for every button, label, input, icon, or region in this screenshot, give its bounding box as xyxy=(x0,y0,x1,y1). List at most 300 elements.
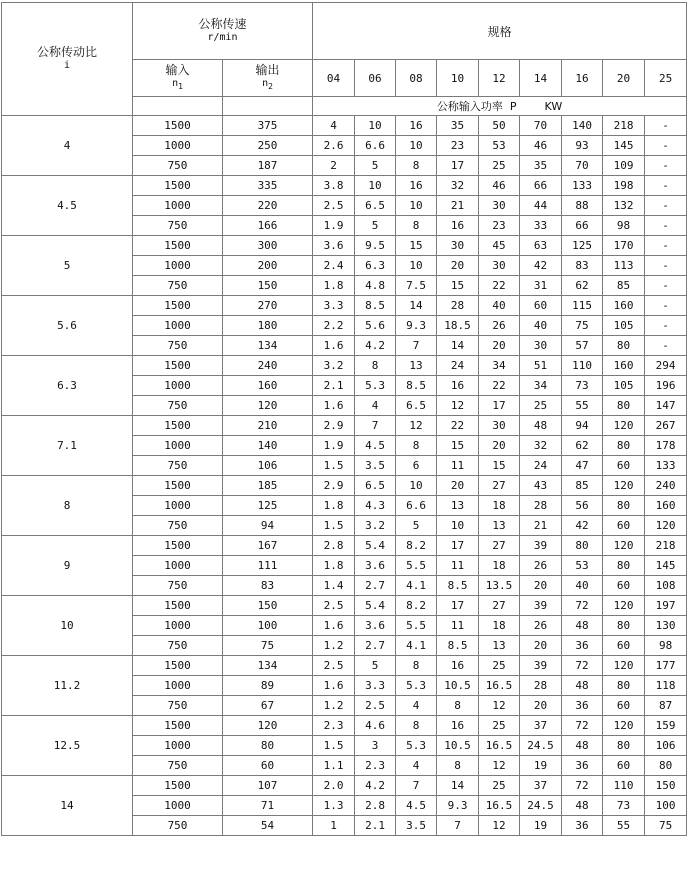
power-cell: 83 xyxy=(562,256,603,276)
power-cell: 16.5 xyxy=(479,796,520,816)
power-cell: 218 xyxy=(645,536,687,556)
size-header: 04 xyxy=(313,60,355,97)
power-cell: 3.3 xyxy=(355,676,396,696)
output-speed-cell: 94 xyxy=(223,516,313,536)
power-cell: 120 xyxy=(603,596,645,616)
gear-power-table xyxy=(1,2,687,836)
power-cell: 56 xyxy=(562,496,603,516)
power-cell: 8.5 xyxy=(396,376,437,396)
power-cell: 11 xyxy=(437,456,479,476)
power-cell: 14 xyxy=(396,296,437,316)
power-cell: 3.2 xyxy=(313,356,355,376)
power-cell: 13.5 xyxy=(479,576,520,596)
power-cell: 1.1 xyxy=(313,756,355,776)
power-cell: 60 xyxy=(603,756,645,776)
table-row xyxy=(2,476,687,496)
output-speed-cell: 187 xyxy=(223,156,313,176)
power-cell: - xyxy=(645,176,687,196)
power-cell: 72 xyxy=(562,596,603,616)
power-cell: 87 xyxy=(645,696,687,716)
ratio-cell: 12.5 xyxy=(2,716,133,776)
power-cell: 7 xyxy=(437,816,479,836)
power-cell: 2.3 xyxy=(355,756,396,776)
output-speed-cell: 167 xyxy=(223,536,313,556)
power-cell: 48 xyxy=(562,616,603,636)
power-cell: 6 xyxy=(396,456,437,476)
power-cell: 7 xyxy=(396,776,437,796)
size-header: 08 xyxy=(396,60,437,97)
output-speed-cell: 210 xyxy=(223,416,313,436)
power-cell: 73 xyxy=(562,376,603,396)
input-speed-cell: 1500 xyxy=(133,596,223,616)
power-cell: 3.5 xyxy=(396,816,437,836)
power-cell: 3.2 xyxy=(355,516,396,536)
power-cell: 10.5 xyxy=(437,736,479,756)
power-cell: 2 xyxy=(313,156,355,176)
ratio-cell: 7.1 xyxy=(2,416,133,476)
power-cell: 72 xyxy=(562,656,603,676)
power-cell: 45 xyxy=(479,236,520,256)
input-speed-cell: 1000 xyxy=(133,256,223,276)
power-cell: 1 xyxy=(313,816,355,836)
speed-header-cell xyxy=(133,3,313,60)
input-speed-cell: 1000 xyxy=(133,736,223,756)
power-cell: 15 xyxy=(437,436,479,456)
input-speed-cell: 750 xyxy=(133,636,223,656)
power-cell: 8 xyxy=(396,656,437,676)
power-cell: 100 xyxy=(645,796,687,816)
power-cell: 120 xyxy=(603,716,645,736)
power-cell: 28 xyxy=(437,296,479,316)
power-cell: 106 xyxy=(645,736,687,756)
power-cell: 19 xyxy=(520,756,562,776)
power-cell: 5 xyxy=(355,656,396,676)
output-speed-cell: 111 xyxy=(223,556,313,576)
power-cell: 8 xyxy=(437,756,479,776)
power-cell: 178 xyxy=(645,436,687,456)
power-cell: 2.3 xyxy=(313,716,355,736)
power-cell: 30 xyxy=(479,196,520,216)
power-cell: 160 xyxy=(603,356,645,376)
power-cell: 4.8 xyxy=(355,276,396,296)
power-cell: 22 xyxy=(479,376,520,396)
output-speed-cell: 134 xyxy=(223,336,313,356)
power-header-cell: 公称输入功率 P KW xyxy=(313,97,687,116)
power-cell: 5.4 xyxy=(355,536,396,556)
power-cell: 39 xyxy=(520,536,562,556)
power-cell: 1.3 xyxy=(313,796,355,816)
input-speed-cell: 750 xyxy=(133,576,223,596)
power-cell: 218 xyxy=(603,116,645,136)
power-cell: 1.6 xyxy=(313,676,355,696)
power-cell: 85 xyxy=(562,476,603,496)
power-cell: - xyxy=(645,116,687,136)
power-cell: 5.5 xyxy=(396,556,437,576)
power-cell: 10 xyxy=(396,136,437,156)
power-cell: 8 xyxy=(355,356,396,376)
power-cell: 20 xyxy=(479,336,520,356)
power-cell: 60 xyxy=(603,696,645,716)
input-speed-cell: 1500 xyxy=(133,116,223,136)
output-speed-cell: 200 xyxy=(223,256,313,276)
power-cell: 34 xyxy=(479,356,520,376)
power-cell: 110 xyxy=(603,776,645,796)
output-speed-cell: 375 xyxy=(223,116,313,136)
power-cell: 140 xyxy=(562,116,603,136)
input-speed-cell: 1000 xyxy=(133,796,223,816)
ratio-cell: 8 xyxy=(2,476,133,536)
power-cell: 118 xyxy=(645,676,687,696)
size-header: 20 xyxy=(603,60,645,97)
power-cell: 22 xyxy=(479,276,520,296)
power-cell: 80 xyxy=(603,556,645,576)
input-speed-cell: 1500 xyxy=(133,356,223,376)
output-speed-cell: 106 xyxy=(223,456,313,476)
power-cell: 1.8 xyxy=(313,276,355,296)
power-cell: 27 xyxy=(479,596,520,616)
table-row xyxy=(2,536,687,556)
power-cell: 145 xyxy=(603,136,645,156)
power-cell: 62 xyxy=(562,436,603,456)
input-speed-cell: 750 xyxy=(133,276,223,296)
power-cell: 88 xyxy=(562,196,603,216)
power-cell: 48 xyxy=(562,676,603,696)
power-cell: 16 xyxy=(396,176,437,196)
power-cell: 3.6 xyxy=(313,236,355,256)
ratio-cell: 10 xyxy=(2,596,133,656)
output-speed-cell: 150 xyxy=(223,276,313,296)
output-speed-cell: 300 xyxy=(223,236,313,256)
power-cell: 12 xyxy=(396,416,437,436)
power-cell: 40 xyxy=(479,296,520,316)
power-cell: 80 xyxy=(603,496,645,516)
input-speed-cell: 1500 xyxy=(133,656,223,676)
power-cell: 10 xyxy=(396,256,437,276)
power-cell: 1.9 xyxy=(313,216,355,236)
output-speed-header xyxy=(223,60,313,97)
power-cell: 55 xyxy=(603,816,645,836)
output-speed-cell: 220 xyxy=(223,196,313,216)
power-cell: 27 xyxy=(479,536,520,556)
power-cell: 39 xyxy=(520,656,562,676)
input-speed-symbol: n xyxy=(172,77,179,89)
power-cell: 57 xyxy=(562,336,603,356)
power-cell: 4.1 xyxy=(396,636,437,656)
table-row xyxy=(2,356,687,376)
power-cell: 53 xyxy=(562,556,603,576)
power-cell: - xyxy=(645,216,687,236)
output-speed-cell: 166 xyxy=(223,216,313,236)
power-cell: 109 xyxy=(603,156,645,176)
power-cell: 85 xyxy=(603,276,645,296)
power-cell: 66 xyxy=(562,216,603,236)
power-cell: 8.2 xyxy=(396,536,437,556)
input-speed-cell: 1500 xyxy=(133,476,223,496)
power-cell: 24.5 xyxy=(520,796,562,816)
power-cell: 32 xyxy=(520,436,562,456)
power-cell: 98 xyxy=(645,636,687,656)
power-cell: - xyxy=(645,156,687,176)
output-speed-cell: 160 xyxy=(223,376,313,396)
power-cell: 6.5 xyxy=(355,196,396,216)
power-cell: 8.5 xyxy=(437,576,479,596)
power-cell: 16 xyxy=(437,656,479,676)
power-cell: 5.3 xyxy=(396,736,437,756)
power-cell: 145 xyxy=(645,556,687,576)
power-cell: 37 xyxy=(520,716,562,736)
power-cell: 150 xyxy=(645,776,687,796)
table-row xyxy=(2,116,687,136)
power-cell: 24 xyxy=(437,356,479,376)
output-speed-cell: 134 xyxy=(223,656,313,676)
power-cell: 9.3 xyxy=(437,796,479,816)
power-cell: 20 xyxy=(437,256,479,276)
power-cell: 35 xyxy=(520,156,562,176)
power-cell: 10 xyxy=(355,176,396,196)
input-speed-cell: 1500 xyxy=(133,296,223,316)
power-cell: 28 xyxy=(520,676,562,696)
power-cell: 105 xyxy=(603,316,645,336)
power-cell: 40 xyxy=(520,316,562,336)
table-row xyxy=(2,596,687,616)
table-row xyxy=(2,296,687,316)
power-cell: 43 xyxy=(520,476,562,496)
output-speed-subscript: 2 xyxy=(268,81,273,91)
power-cell: 75 xyxy=(562,316,603,336)
power-cell: 1.8 xyxy=(313,556,355,576)
power-cell: 48 xyxy=(562,796,603,816)
power-cell: 16 xyxy=(396,116,437,136)
size-header: 10 xyxy=(437,60,479,97)
power-cell: 4 xyxy=(396,756,437,776)
power-cell: 66 xyxy=(520,176,562,196)
input-speed-cell: 1000 xyxy=(133,436,223,456)
ratio-cell: 5.6 xyxy=(2,296,133,356)
power-cell: 10 xyxy=(437,516,479,536)
power-cell: 20 xyxy=(520,696,562,716)
power-cell: 5.6 xyxy=(355,316,396,336)
power-cell: 1.2 xyxy=(313,636,355,656)
power-cell: 25 xyxy=(479,156,520,176)
power-cell: 8 xyxy=(396,156,437,176)
power-cell: 159 xyxy=(645,716,687,736)
power-cell: 1.5 xyxy=(313,516,355,536)
input-speed-cell: 1500 xyxy=(133,236,223,256)
output-speed-cell: 140 xyxy=(223,436,313,456)
power-cell: 73 xyxy=(603,796,645,816)
input-speed-cell: 1500 xyxy=(133,776,223,796)
power-cell: 1.2 xyxy=(313,696,355,716)
power-cell: 23 xyxy=(437,136,479,156)
power-cell: 3.6 xyxy=(355,616,396,636)
output-speed-cell: 71 xyxy=(223,796,313,816)
output-speed-cell: 240 xyxy=(223,356,313,376)
power-cell: 20 xyxy=(520,576,562,596)
input-speed-cell: 1000 xyxy=(133,136,223,156)
ratio-cell: 4.5 xyxy=(2,176,133,236)
power-cell: 30 xyxy=(479,256,520,276)
power-cell: 30 xyxy=(520,336,562,356)
power-cell: 18 xyxy=(479,616,520,636)
ratio-cell: 9 xyxy=(2,536,133,596)
input-speed-label: 输入 xyxy=(165,62,190,77)
output-speed-cell: 125 xyxy=(223,496,313,516)
power-cell: 20 xyxy=(520,636,562,656)
power-cell: 10.5 xyxy=(437,676,479,696)
power-cell: 3.5 xyxy=(355,456,396,476)
power-cell: 125 xyxy=(562,236,603,256)
power-cell: 10 xyxy=(396,476,437,496)
input-speed-subscript: 1 xyxy=(178,81,183,91)
power-cell: 2.5 xyxy=(313,596,355,616)
power-cell: 196 xyxy=(645,376,687,396)
power-cell: 46 xyxy=(520,136,562,156)
power-cell: 3 xyxy=(355,736,396,756)
power-cell: 197 xyxy=(645,596,687,616)
power-cell: 2.9 xyxy=(313,416,355,436)
power-cell: 6.3 xyxy=(355,256,396,276)
power-cell: 80 xyxy=(603,396,645,416)
power-cell: 7 xyxy=(355,416,396,436)
input-speed-cell: 750 xyxy=(133,756,223,776)
power-cell: 16 xyxy=(437,376,479,396)
power-cell: 2.9 xyxy=(313,476,355,496)
input-speed-cell: 1000 xyxy=(133,496,223,516)
power-cell: 16.5 xyxy=(479,736,520,756)
size-header: 06 xyxy=(355,60,396,97)
table-row xyxy=(2,176,687,196)
power-cell: 7.5 xyxy=(396,276,437,296)
power-cell: 39 xyxy=(520,596,562,616)
power-cell: 130 xyxy=(645,616,687,636)
power-cell: 160 xyxy=(603,296,645,316)
output-speed-cell: 83 xyxy=(223,576,313,596)
output-speed-cell: 54 xyxy=(223,816,313,836)
power-cell: 51 xyxy=(520,356,562,376)
power-cell: 2.6 xyxy=(313,136,355,156)
power-cell: 18 xyxy=(479,556,520,576)
ratio-header-symbol: i xyxy=(63,60,71,71)
power-cell: 24.5 xyxy=(520,736,562,756)
power-cell: 32 xyxy=(437,176,479,196)
output-speed-cell: 250 xyxy=(223,136,313,156)
output-speed-cell: 180 xyxy=(223,316,313,336)
blank-header-cell xyxy=(133,97,223,116)
power-cell: 21 xyxy=(437,196,479,216)
power-cell: 53 xyxy=(479,136,520,156)
power-cell: 5 xyxy=(355,216,396,236)
power-cell: 1.6 xyxy=(313,396,355,416)
power-cell: 170 xyxy=(603,236,645,256)
power-cell: 5.3 xyxy=(396,676,437,696)
power-cell: 105 xyxy=(603,376,645,396)
power-cell: 11 xyxy=(437,616,479,636)
power-cell: 7 xyxy=(396,336,437,356)
power-cell: 294 xyxy=(645,356,687,376)
size-header: 25 xyxy=(645,60,687,97)
power-cell: 133 xyxy=(645,456,687,476)
power-cell: 18.5 xyxy=(437,316,479,336)
power-cell: 2.1 xyxy=(313,376,355,396)
power-cell: - xyxy=(645,296,687,316)
power-cell: 30 xyxy=(479,416,520,436)
power-cell: 11 xyxy=(437,556,479,576)
power-cell: 132 xyxy=(603,196,645,216)
power-cell: 120 xyxy=(603,536,645,556)
power-cell: 16 xyxy=(437,716,479,736)
power-cell: 16.5 xyxy=(479,676,520,696)
power-cell: 4.2 xyxy=(355,776,396,796)
power-cell: 75 xyxy=(645,816,687,836)
power-cell: 4 xyxy=(396,696,437,716)
input-speed-cell: 750 xyxy=(133,456,223,476)
power-cell: 8 xyxy=(396,436,437,456)
table-row xyxy=(2,416,687,436)
power-cell: 48 xyxy=(520,416,562,436)
power-cell: 5.3 xyxy=(355,376,396,396)
input-speed-cell: 1000 xyxy=(133,376,223,396)
power-cell: 27 xyxy=(479,476,520,496)
power-cell: 25 xyxy=(520,396,562,416)
power-cell: 60 xyxy=(520,296,562,316)
power-cell: 23 xyxy=(479,216,520,236)
table-row xyxy=(2,656,687,676)
power-cell: 8 xyxy=(396,716,437,736)
power-cell: 44 xyxy=(520,196,562,216)
power-cell: 25 xyxy=(479,716,520,736)
ratio-cell: 5 xyxy=(2,236,133,296)
power-cell: 2.5 xyxy=(313,656,355,676)
power-cell: 17 xyxy=(437,596,479,616)
speed-header-label: 公称传速 xyxy=(198,17,247,31)
power-cell: - xyxy=(645,196,687,216)
power-cell: 35 xyxy=(437,116,479,136)
power-cell: 4.5 xyxy=(396,796,437,816)
power-cell: 120 xyxy=(603,656,645,676)
power-cell: 36 xyxy=(562,816,603,836)
power-cell: 26 xyxy=(479,316,520,336)
power-cell: 13 xyxy=(479,636,520,656)
power-cell: 70 xyxy=(562,156,603,176)
input-speed-cell: 750 xyxy=(133,396,223,416)
power-cell: 1.5 xyxy=(313,736,355,756)
power-cell: 21 xyxy=(520,516,562,536)
input-speed-cell: 750 xyxy=(133,156,223,176)
power-cell: 4.2 xyxy=(355,336,396,356)
power-cell: 80 xyxy=(603,616,645,636)
power-cell: 60 xyxy=(603,576,645,596)
input-speed-cell: 1000 xyxy=(133,196,223,216)
power-cell: 26 xyxy=(520,556,562,576)
power-cell: 34 xyxy=(520,376,562,396)
power-cell: 17 xyxy=(437,156,479,176)
power-cell: 12 xyxy=(437,396,479,416)
power-cell: 240 xyxy=(645,476,687,496)
power-cell: 147 xyxy=(645,396,687,416)
input-speed-cell: 1500 xyxy=(133,536,223,556)
power-cell: 2.5 xyxy=(355,696,396,716)
output-speed-symbol: n xyxy=(262,77,269,89)
power-cell: 3.8 xyxy=(313,176,355,196)
power-cell: 10 xyxy=(355,116,396,136)
power-cell: 63 xyxy=(520,236,562,256)
output-speed-cell: 120 xyxy=(223,716,313,736)
table-row xyxy=(2,776,687,796)
power-cell: 2.8 xyxy=(313,536,355,556)
power-cell: 20 xyxy=(479,436,520,456)
speed-header-unit: r/min xyxy=(207,32,238,43)
input-speed-cell: 1000 xyxy=(133,676,223,696)
